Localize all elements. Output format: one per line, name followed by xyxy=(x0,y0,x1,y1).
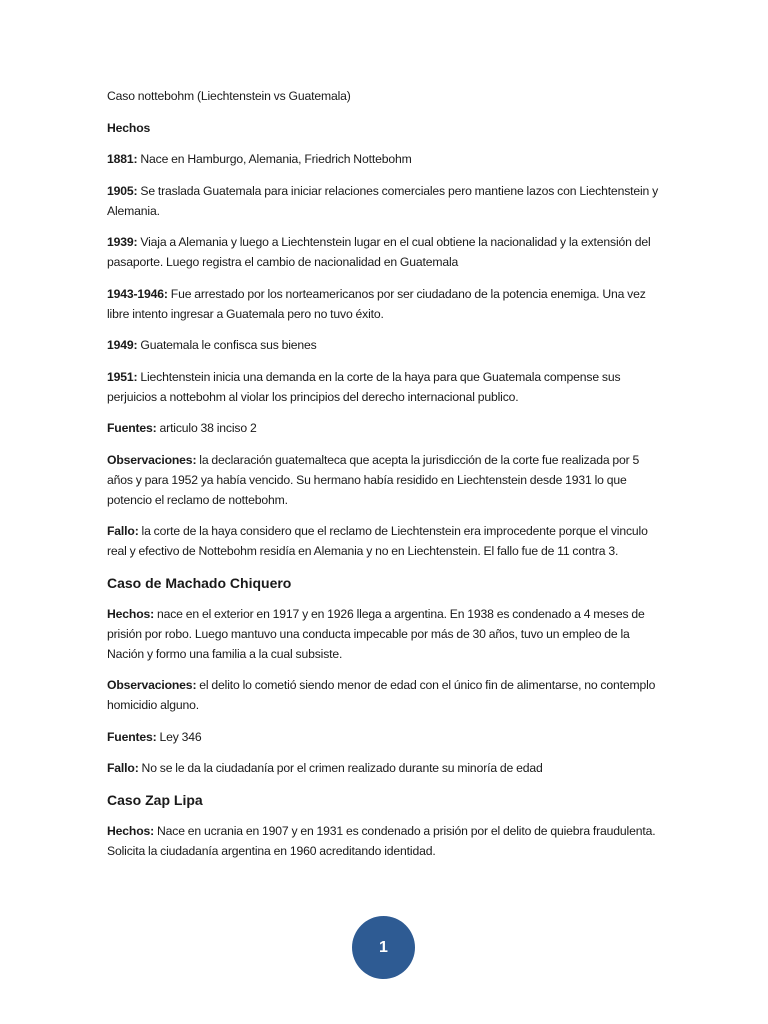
timeline-item: 1951: Liechtenstein inicia una demanda en la corte de la haya para que Guatemala compense sus perjuicios a nottebohm al violar los principios del derecho internacional publico. xyxy=(107,369,621,404)
document-body xyxy=(107,86,667,872)
fuentes-item: Fuentes: Ley 346 xyxy=(107,729,202,744)
case2-heading: Caso de Machado Chiquero xyxy=(107,574,292,591)
timeline-item: 1943-1946: Fue arrestado por los norteamericanos por ser ciudadano de la potencia enemiga. Una vez libre intento ingresar a Guatemala pero no tuvo éxito. xyxy=(107,286,646,321)
case3-items xyxy=(107,821,667,861)
page-number-badge: 1 xyxy=(352,916,415,979)
observaciones-item: Observaciones: la declaración guatemalteca que acepta la jurisdicción de la corte fue realizada por 5 años y para 1952 ya había vencido. Su hermano había residido en Liechtenstein desde 1931 lo que potencio el reclamo de nottebohm. xyxy=(107,452,640,507)
document-title: Caso nottebohm (Liechtenstein vs Guatemala) xyxy=(107,89,351,103)
fallo-item: Fallo: No se le da la ciudadanía por el crimen realizado durante su minoría de edad xyxy=(107,761,543,775)
timeline-item: 1905: Se traslada Guatemala para iniciar relaciones comerciales pero mantiene lazos con Liechtenstein y Alemania. xyxy=(107,183,659,218)
hechos-item: Hechos: nace en el exterior en 1917 y en 1926 llega a argentina. En 1938 es condenado a 4 meses de prisión por robo. Luego mantuvo una conducta impecable por más de 30 años, tuvo un empleo de la Nación y formo una familia a la cual subsiste. xyxy=(107,606,645,661)
observaciones-item: Observaciones: el delito lo cometió siendo menor de edad con el único fin de alimentarse, no contemplo homicidio alguno. xyxy=(107,678,656,712)
fuentes-item: Fuentes: articulo 38 inciso 2 xyxy=(107,421,257,435)
hechos-item: Hechos: Nace en ucrania en 1907 y en 1931 es condenado a prisión por el delito de quiebra fraudulenta. Solicita la ciudadanía argentina en 1960 acreditando identidad. xyxy=(107,823,656,858)
case2-items xyxy=(107,604,667,779)
case1-items xyxy=(107,149,667,561)
case3-heading: Caso Zap Lipa xyxy=(107,791,203,808)
fallo-item: Fallo: la corte de la haya considero que el reclamo de Liechtenstein era improcedente porque el vinculo real y efectivo de Nottebohm residía en Alemania y no en Liechtenstein. El fallo fue de 11 contra 3. xyxy=(107,524,648,558)
timeline-item: 1881: Nace en Hamburgo, Alemania, Friedrich Nottebohm xyxy=(107,152,412,166)
hechos-heading: Hechos xyxy=(107,120,151,135)
timeline-item: 1939: Viaja a Alemania y luego a Liechtenstein lugar en el cual obtiene la nacionalidad y la extensión del pasaporte. Luego registra el cambio de nacionalidad en Guatemala xyxy=(107,235,651,269)
timeline-item: 1949: Guatemala le confisca sus bienes xyxy=(107,338,317,352)
